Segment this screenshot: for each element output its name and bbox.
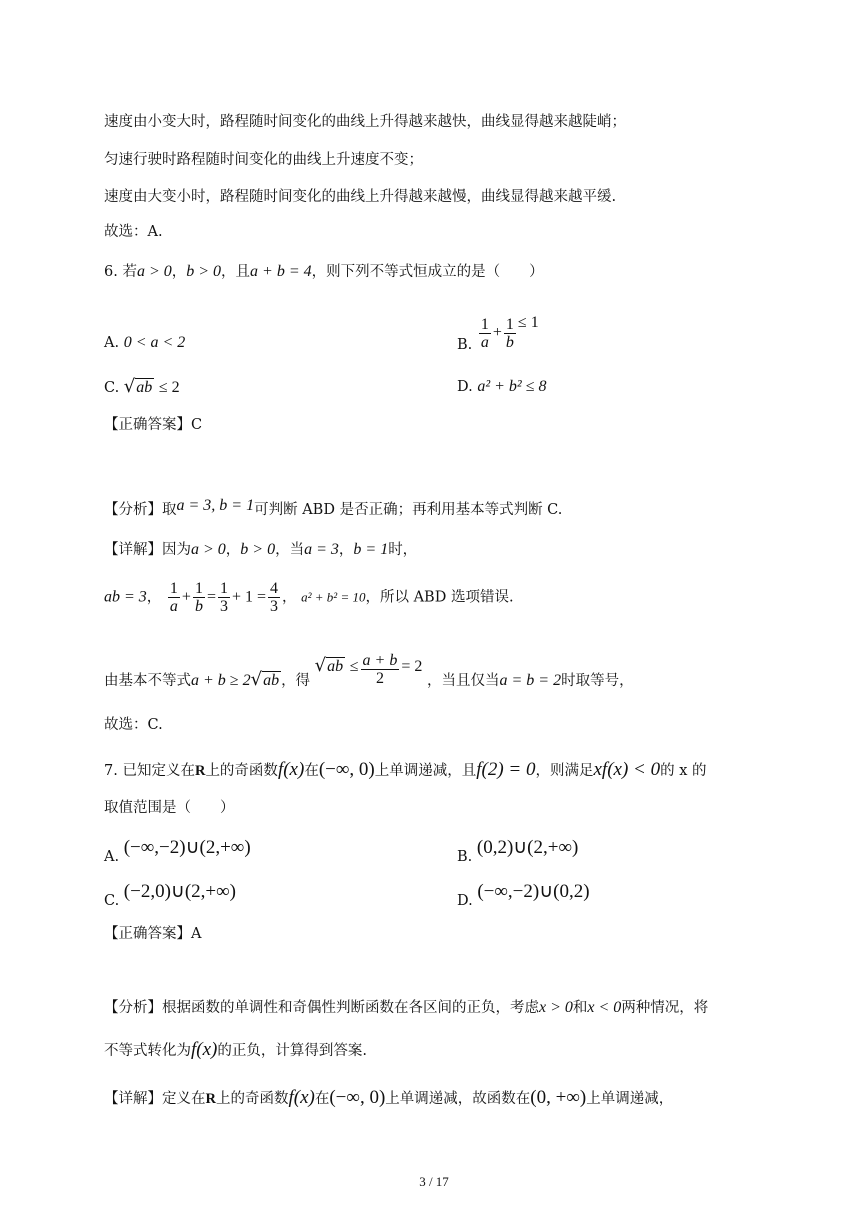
math: ≤ 1: [517, 314, 539, 331]
math: (−∞,−2)∪(2,+∞): [123, 837, 251, 858]
question-7-stem-line2: 取值范围是（ ）: [104, 800, 235, 816]
math: R: [205, 1091, 216, 1107]
option-label: D.: [457, 893, 473, 909]
text: 不等式转化为: [104, 1043, 191, 1059]
fraction: [361, 652, 400, 687]
math: f(x): [277, 759, 305, 780]
text: 可判断 ABD 是否正确；再利用基本等式判断 C.: [254, 502, 563, 518]
numerator: 1: [169, 580, 178, 597]
math: f(2) = 0: [476, 759, 536, 780]
question-6-stem: [104, 262, 544, 282]
math: f(x): [288, 1087, 315, 1108]
analysis: [104, 496, 562, 520]
option-c: [104, 377, 180, 398]
math: (0, +∞): [530, 1087, 587, 1108]
math: x > 0: [539, 999, 573, 1016]
numerator: 1: [194, 580, 203, 597]
radicand: ab: [327, 658, 344, 675]
math: R: [194, 763, 206, 779]
text: 和: [572, 1000, 588, 1016]
text: ，当且仅当: [426, 673, 500, 689]
text: 【分析】根据函数的单调性和奇偶性判断函数在各区间的正负，考虑: [104, 1000, 539, 1016]
detail: [104, 540, 417, 560]
text: 时，: [388, 542, 418, 558]
math: a = 3: [304, 541, 339, 558]
math: (−2,0)∪(2,+∞): [123, 881, 236, 902]
option-d: [457, 882, 590, 911]
math: a = 3, b = 1: [176, 497, 255, 514]
option-label: C.: [104, 893, 120, 909]
radicand: ab: [263, 672, 280, 689]
math: +: [492, 324, 502, 341]
text: ，则下列不等式恒成立的是（ ）: [311, 264, 544, 280]
math: ab = 3: [104, 588, 147, 606]
text: 的 x 的: [660, 763, 707, 779]
fraction: [193, 580, 205, 615]
text: ，: [338, 542, 354, 558]
math: +: [181, 588, 191, 606]
text: 上单调递减，: [586, 1091, 674, 1107]
option-label: C.: [104, 380, 120, 396]
fraction: [504, 316, 516, 351]
text: 【详解】定义在: [104, 1091, 206, 1107]
denominator: 3: [219, 598, 228, 615]
fraction: [479, 316, 491, 351]
text: 上单调递减，故函数在: [385, 1091, 531, 1107]
basic-inequality: [104, 652, 634, 690]
math: 0 < a < 2: [123, 334, 186, 351]
text: 【详解】因为: [104, 542, 191, 558]
math: ≤: [349, 658, 359, 675]
numerator: 1: [219, 580, 228, 597]
fraction: [268, 580, 280, 615]
math: =: [206, 588, 216, 606]
analysis-line2: [104, 1040, 367, 1061]
denominator: 2: [375, 670, 384, 687]
fraction: [168, 580, 180, 615]
math: (−∞, 0): [318, 759, 375, 780]
radical-sign: √: [250, 669, 263, 690]
text: ，: [282, 589, 297, 606]
math: a > 0: [136, 263, 172, 280]
option-label: A.: [104, 849, 120, 865]
option-label: B.: [457, 337, 473, 353]
math: (0,2)∪(2,+∞): [476, 837, 579, 858]
denominator: a: [169, 598, 178, 615]
detail-equation: [104, 580, 514, 615]
option-label: B.: [457, 849, 473, 865]
text: 上单调递减，且: [374, 763, 477, 779]
text: ，得: [281, 673, 311, 689]
math: b = 1: [353, 541, 389, 558]
option-a: [104, 333, 185, 353]
text: ，且: [221, 264, 251, 280]
denominator: a: [480, 333, 489, 351]
fraction: [218, 580, 230, 615]
text-line: 速度由小变大时，路程随时间变化的曲线上升得越来越快，曲线显得越来越陡峭；: [104, 114, 626, 130]
detail: [104, 1088, 673, 1109]
math: a² + b² = 10: [301, 589, 366, 605]
math: (−∞, 0): [329, 1087, 386, 1108]
text: 在: [314, 1091, 330, 1107]
option-b: [457, 314, 539, 353]
option-label: A.: [104, 335, 120, 351]
math: a² + b² ≤ 8: [477, 378, 547, 395]
math: f(x): [191, 1039, 218, 1060]
math: (−∞,−2)∪(0,2): [477, 881, 590, 902]
math: xf(x) < 0: [593, 759, 661, 780]
text: 时取等号，: [561, 673, 634, 689]
text: ，: [146, 589, 162, 606]
question-number: 7. 已知定义在: [104, 763, 195, 779]
text: 由基本不等式: [104, 673, 191, 689]
math: b > 0: [186, 263, 222, 280]
math: = 2: [401, 658, 423, 675]
denominator: b: [194, 598, 203, 615]
option-b: [457, 838, 578, 867]
question-number: 6. 若: [104, 264, 137, 280]
choose: 故选：C.: [104, 717, 163, 733]
correct-answer: 【正确答案】A: [104, 926, 202, 942]
analysis: [104, 998, 708, 1018]
math: x < 0: [587, 999, 622, 1016]
option-label: D.: [457, 379, 473, 395]
text: 【分析】取: [104, 502, 177, 518]
math: b > 0: [240, 541, 276, 558]
text: 的正负，计算得到答案.: [217, 1043, 367, 1059]
text: ，当: [275, 542, 305, 558]
text: ，: [225, 542, 241, 558]
option-a: [104, 838, 251, 867]
text: ，则满足: [535, 763, 594, 779]
numerator: 4: [270, 580, 279, 597]
text-line: 速度由大变小时，路程随时间变化的曲线上升得越来越慢，曲线显得越来越平缓.: [104, 189, 617, 205]
math: a > 0: [191, 541, 226, 558]
text-line: 故选：A.: [104, 224, 163, 240]
radical-sign: √: [314, 655, 327, 676]
text: ，所以 ABD 选项错误.: [365, 589, 514, 606]
correct-answer: 【正确答案】C: [104, 417, 203, 433]
question-7-stem: [104, 760, 707, 781]
math: ≤ 2: [158, 379, 180, 396]
text: 上的奇函数: [215, 1091, 289, 1107]
text: 两种情况，将: [621, 1000, 709, 1016]
math: + 1 =: [231, 588, 267, 606]
text: 在: [304, 763, 319, 779]
math: a + b = 4: [250, 263, 312, 280]
page-number: 3 / 17: [419, 1174, 449, 1189]
option-d: [457, 377, 547, 397]
math: a + b ≥ 2: [191, 672, 251, 689]
denominator: b: [505, 333, 514, 351]
numerator: 1: [505, 315, 514, 333]
radical-sign: √: [123, 376, 136, 397]
radicand: ab: [136, 379, 153, 396]
text-line: 匀速行驶时路程随时间变化的曲线上升速度不变；: [104, 152, 423, 168]
numerator: 1: [480, 315, 489, 333]
text: ，: [171, 264, 187, 280]
math: a = b = 2: [499, 672, 562, 689]
denominator: 3: [270, 598, 279, 615]
text: 上的奇函数: [205, 763, 278, 779]
option-c: [104, 882, 236, 911]
numerator: a + b: [362, 652, 398, 669]
